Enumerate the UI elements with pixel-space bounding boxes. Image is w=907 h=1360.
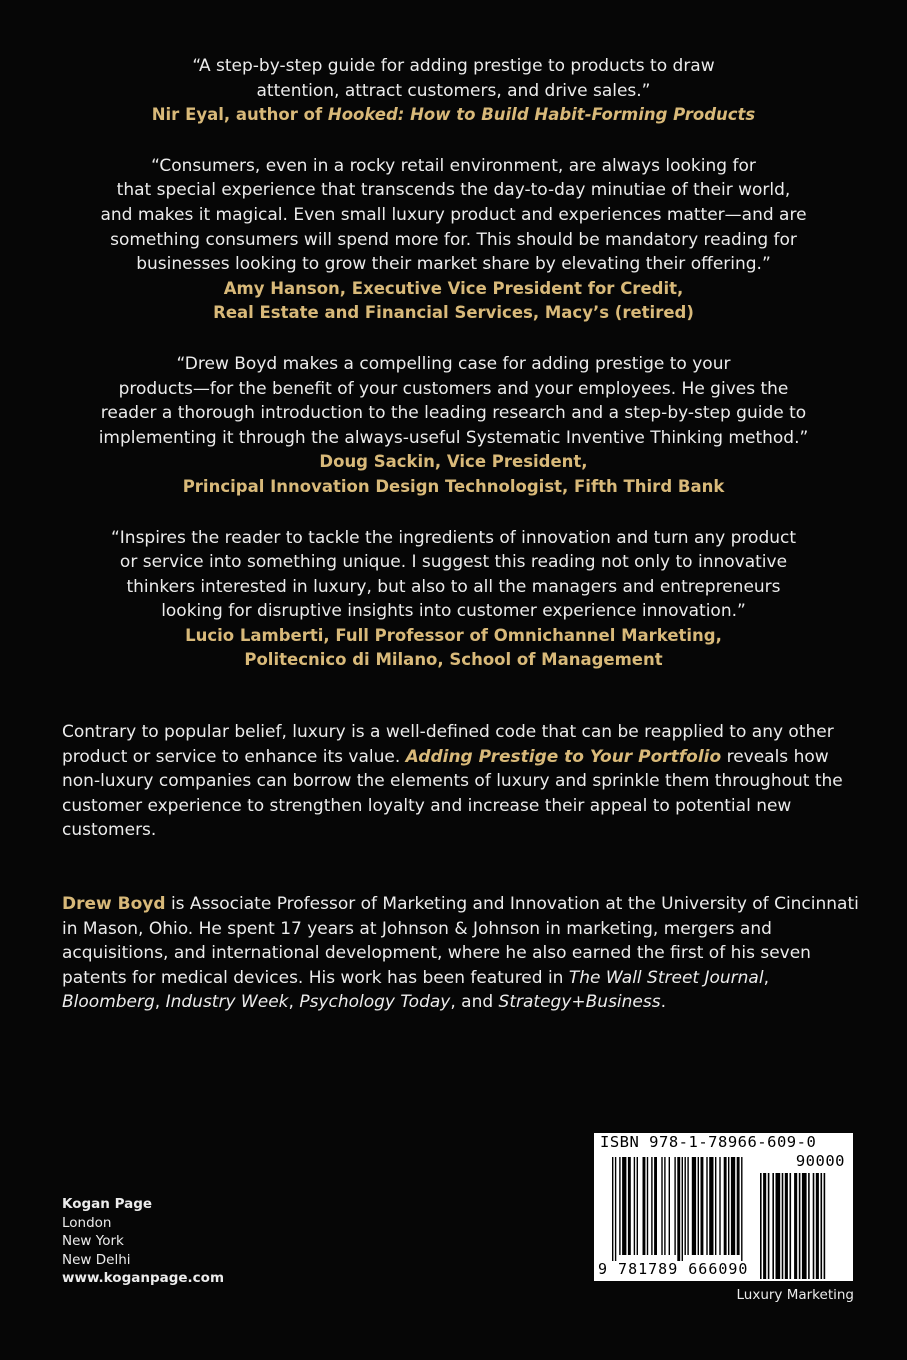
barcode-bar	[698, 1157, 699, 1255]
barcode-bar	[674, 1157, 675, 1255]
quote-text	[0, 54, 907, 103]
separator: ,	[154, 992, 166, 1013]
bio-text: is Associate Professor of Marketing and Innovation at the University of Cincinnati in Mason, Ohio. He spent 17 years at Johnson & Johnson in marketing, mergers and acquisitions, and international development, where he also earned the first of his seven patents for medical devices. His work has been featured in	[62, 894, 859, 988]
isbn-number: ISBN 978-1-78966-609-0	[600, 1133, 817, 1151]
endorsement-quote-1	[0, 54, 907, 128]
attribution-line: Amy Hanson, Executive Vice President for Credit,	[223, 278, 684, 298]
separator: ,	[763, 967, 769, 988]
quote-line: “Inspires the reader to tackle the ingredients of innovation and turn any product	[110, 527, 797, 548]
barcode-bar	[701, 1157, 704, 1255]
quote-line: that special experience that transcends the day-to-day minutiae of their world,	[116, 180, 791, 201]
separator: , and	[450, 992, 499, 1013]
barcode-addon-bar	[794, 1173, 797, 1279]
barcode-bar	[651, 1157, 652, 1255]
publisher-city: New Delhi	[62, 1251, 131, 1268]
quote-line: implementing it through the always-useful Systematic Inventive Thinking method.”	[98, 427, 809, 448]
barcode-bar	[628, 1157, 631, 1255]
barcode-addon-bar	[813, 1173, 815, 1279]
separator: .	[660, 992, 667, 1013]
attribution-line: Doug Sackin, Vice President,	[319, 452, 588, 472]
barcode-bar	[677, 1157, 680, 1261]
quote-line: and makes it magical. Even small luxury product and experiences matter—and are	[100, 204, 807, 225]
barcode-bar	[634, 1157, 635, 1255]
publication-name: Strategy+Business	[498, 992, 661, 1013]
barcode-addon-bar	[799, 1173, 801, 1279]
author-bio	[62, 892, 862, 1015]
ean-number: 9 781789 666090	[598, 1260, 749, 1278]
barcode-bar	[685, 1157, 686, 1255]
quote-attribution	[0, 624, 907, 673]
quote-line: thinkers interested in luxury, but also to all the managers and entrepreneurs	[126, 576, 781, 597]
barcode-bar	[692, 1157, 696, 1255]
barcode-bar	[647, 1157, 648, 1255]
publisher-name: Kogan Page	[62, 1196, 153, 1212]
quote-line: “A step-by-step guide for adding prestige to products to draw	[192, 56, 715, 76]
barcode-bar	[741, 1157, 742, 1261]
quote-attribution	[0, 103, 907, 128]
quote-attribution	[0, 277, 907, 326]
endorsement-quote-4	[0, 526, 907, 674]
quote-text	[0, 154, 907, 277]
quote-line: “Consumers, even in a rocky retail environment, are always looking for	[151, 155, 756, 176]
barcode-addon-bar	[808, 1173, 810, 1279]
quote-line: something consumers will spend more for. This should be mandatory reading for	[110, 229, 797, 250]
barcode-addon-bar	[821, 1173, 823, 1279]
quote-line: looking for disruptive insights into customer experience innovation.”	[161, 601, 746, 622]
quote-line: businesses looking to grow their market share by elevating their offering.”	[136, 254, 771, 275]
publication-name: The Wall Street Journal	[568, 967, 764, 988]
endorsements	[0, 54, 907, 699]
barcode-bar	[654, 1157, 657, 1255]
author-name: Drew Boyd	[62, 894, 166, 914]
barcode-bar	[709, 1157, 713, 1255]
publisher-info	[62, 1195, 224, 1288]
quote-line: products—for the benefit of your customers and your employees. He gives the	[118, 378, 789, 399]
book-category: Luxury Marketing	[736, 1287, 854, 1303]
quote-text	[0, 526, 907, 624]
publication-name: Industry Week	[165, 992, 289, 1013]
book-title: Adding Prestige to Your Portfolio	[405, 746, 722, 767]
publisher-city: New York	[62, 1233, 124, 1249]
publisher-city: London	[62, 1214, 112, 1231]
barcode-addon-bar	[790, 1173, 792, 1279]
barcode-addon-bar	[760, 1173, 762, 1279]
attribution-line: Principal Innovation Design Technologist, Fifth Third Bank	[182, 476, 725, 496]
barcode-addon-bar	[824, 1173, 826, 1279]
attribution-name: Nir Eyal, author of	[151, 105, 328, 125]
quote-line: or service into something unique. I suggest this reading not only to innovative	[119, 552, 788, 573]
publication-name: Psychology Today	[299, 992, 451, 1013]
endorsement-quote-2	[0, 154, 907, 326]
separator: ,	[288, 992, 300, 1013]
attribution-line: Real Estate and Financial Services, Macy’s (retired)	[213, 303, 694, 323]
barcode-bar	[619, 1157, 620, 1255]
barcode-bar	[728, 1157, 729, 1255]
barcode-addon-bar	[768, 1173, 770, 1279]
attribution-line: Politecnico di Milano, School of Management	[244, 650, 663, 670]
barcode-bar	[737, 1157, 740, 1255]
description-text: reveals how non-luxury companies can borrow the elements of luxury and sprinkle them throughout the customer experience to strengthen loyalty and increase their appeal to potential new customers.	[62, 746, 843, 841]
barcode-bar	[715, 1157, 716, 1255]
quote-line: attention, attract customers, and drive sales.”	[256, 80, 651, 101]
barcode-bar	[643, 1157, 646, 1255]
barcode-addon-bar	[785, 1173, 788, 1279]
barcode-bar	[664, 1157, 665, 1255]
endorsement-quote-3	[0, 352, 907, 500]
barcode-addon-bar	[816, 1173, 819, 1279]
barcode-bar	[719, 1157, 720, 1255]
isbn-barcode	[594, 1133, 853, 1281]
description-text: Contrary to popular belief, luxury is a well-defined code that can be reapplied to any other product or service to enhance its value.	[62, 722, 834, 767]
barcode-addon-bar	[772, 1173, 774, 1279]
quote-line: “Drew Boyd makes a compelling case for adding prestige to your	[176, 353, 731, 374]
quote-text	[0, 352, 907, 450]
barcode-addon-bar	[802, 1173, 807, 1279]
attribution-line: Lucio Lamberti, Full Professor of Omnichannel Marketing,	[185, 625, 722, 645]
barcode-bar	[682, 1157, 683, 1261]
barcode-addon-bar	[776, 1173, 781, 1279]
barcode-bar	[661, 1157, 662, 1255]
barcode-bar	[637, 1157, 638, 1255]
book-description	[62, 720, 862, 843]
barcode-bar	[612, 1157, 613, 1261]
barcode-bar	[622, 1157, 626, 1255]
quote-attribution	[0, 450, 907, 499]
publication-name: Bloomberg	[62, 992, 155, 1013]
barcode-bar	[706, 1157, 707, 1255]
barcode-addon-bar	[763, 1173, 766, 1279]
barcode-bar	[731, 1157, 735, 1255]
barcode-bar	[724, 1157, 727, 1255]
quote-line: reader a thorough introduction to the leading research and a step-by-step guide to	[100, 403, 807, 424]
barcode-addon-bar	[782, 1173, 784, 1279]
barcode-bar	[615, 1157, 616, 1261]
barcode-bar	[687, 1157, 688, 1255]
barcode-bar	[669, 1157, 670, 1255]
publisher-url: www.koganpage.com	[62, 1270, 225, 1286]
price-code: 90000	[795, 1152, 845, 1170]
book-title: Hooked: How to Build Habit-Forming Products	[327, 105, 756, 125]
